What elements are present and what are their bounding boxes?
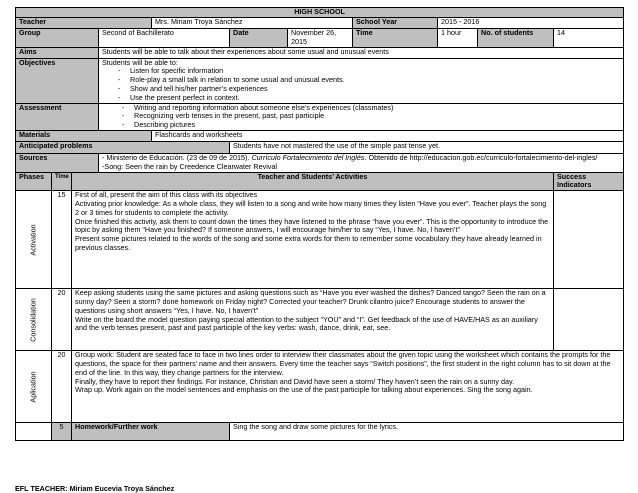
page-title: HIGH SCHOOL (16, 8, 624, 18)
assessment-item: - Writing and reporting information about someone else’s experiences (classmates) (122, 104, 620, 113)
homework-row (16, 423, 624, 441)
teacher-row (16, 18, 624, 29)
application-row (16, 351, 624, 423)
materials-value: Flashcards and worksheets (152, 130, 624, 141)
sources-cell (99, 153, 624, 172)
application-time: 20 (52, 351, 72, 423)
homework-blank (16, 423, 52, 441)
group-row (16, 29, 624, 48)
group-label: Group (16, 29, 99, 48)
assessment-cell (99, 103, 624, 130)
consolidation-row (16, 289, 624, 351)
objective-item: - Listen for specific information (118, 67, 620, 76)
activities-header: Teacher and Students’ Activities (72, 172, 554, 191)
aims-row (16, 47, 624, 58)
application-phase-label: Aplication (28, 371, 38, 403)
activation-text: First of all, present the aim of this class with its objectives Activating prior knowledge: As a whole class, they will listen to a song and write how many times they listen “Have you ever”. Teacher plays the song 2 or 3 times for students to complete the activity. Once finished this activity, ask them to count down the times they have listened to the phrase “have you ever”. This is the opportunity to introduce the topic by asking them “Have you finished? If someone answers, I will encourage him/her to say “Yes, I have. No, I haven’t” Present some pictures related to the words of the song and some extra words for them to remember some vocabulary they have already learned in previous classes. (72, 191, 554, 289)
homework-value: Sing the song and draw some pictures for the lyrics. (230, 423, 624, 441)
application-text: Group work: Student are seated face to face in two lines order to interview their classmates about the given topic using the worksheet which contains the prompts for the questions, the space for their partners’ name and their answers. Every time the teacher says “Switch positions”, the first student in the right column has to sit down at the end of the line. In this way, they change partners for the interview. Finally, they have to report their findings. For instance, Christian and David have seen a storm/ They haven’t seen the rain on a sunny day. Wrap up. Work again on the model sentences and emphasis on the use of the past participle for talking about experiences. Sing the song again. (72, 351, 624, 423)
activities-header-row (16, 172, 624, 191)
aims-value: Students will be able to talk about their experiences about some usual and unusual events (99, 47, 624, 58)
materials-label: Materials (16, 130, 152, 141)
students-label: No. of students (478, 29, 554, 48)
source-citation-title: Currículo Fortalecimiento del Inglés (251, 153, 365, 162)
consolidation-phase-label: Consolidation (28, 297, 38, 342)
source-song: -Song: Seen the rain by Creedence Clearwater Revival (102, 161, 277, 171)
activation-phase-label: Activation (28, 224, 38, 256)
assessment-row (16, 103, 624, 130)
students-value: 14 (554, 29, 624, 48)
teacher-label: Teacher (16, 18, 152, 29)
consolidation-indicators (554, 289, 624, 351)
anticipated-label: Anticipated problems (16, 141, 230, 153)
title-row (16, 8, 624, 18)
objective-item: - Role-play a small talk in relation to some usual and unusual events. (118, 76, 620, 85)
lesson-plan-table (15, 7, 624, 441)
group-value: Second of Bachillerato (99, 29, 230, 48)
school-year-label: School Year (353, 18, 438, 29)
activation-indicators (554, 191, 624, 289)
assessment-item: - Recognizing verb tenses in the present, past, past participle (122, 112, 620, 121)
materials-row (16, 130, 624, 141)
objectives-row (16, 58, 624, 103)
objective-item: - Show and tell his/her partner’s experiences (118, 85, 620, 94)
consolidation-phase (16, 289, 52, 351)
phases-header: Phases (16, 172, 52, 191)
objectives-label: Objectives (16, 58, 99, 103)
lesson-plan-sheet (15, 7, 623, 441)
assessment-item: - Describing pictures (122, 121, 620, 130)
sources-row (16, 153, 624, 172)
time-header: Time (52, 172, 72, 191)
homework-time: 5 (52, 423, 72, 441)
objectives-cell (99, 58, 624, 103)
assessment-label: Assessment (16, 103, 99, 130)
activation-row (16, 191, 624, 289)
teacher-value: Mrs. Miriam Troya Sánchez (152, 18, 353, 29)
source-citation-url: . Obtenido de http://educacion.gob.ec/curriculo-fortalecimiento-del-ingles/ (364, 153, 598, 162)
time-value: 1 hour (438, 29, 478, 48)
consolidation-text: Keep asking students using the same pictures and asking questions such as “Have you ever washed the dishes? Danced tango? Seen the rain on a sunny day? Seen a storm? done homework on Friday night? Corrected your teacher? Drunk cilantro juice? Encourage students to answer the questions using short answers “Yes, I have. No, I haven’t” Write on the board the model question paying special attention to the subject “YOU” and “I”. Get feedback of the use of HAVE/HAS as an auxiliary and the verb tenses present, past and past participle of the key verbs: wash, dance, drink, eat, see. (72, 289, 554, 351)
objectives-list (102, 67, 620, 102)
aims-label: Aims (16, 47, 99, 58)
objectives-intro: Students will be able to: (102, 58, 178, 67)
school-year-value: 2015 - 2016 (438, 18, 624, 29)
date-value: November 26, 2015 (288, 29, 353, 48)
homework-label: Homework/Further work (72, 423, 230, 441)
activation-time: 15 (52, 191, 72, 289)
source-citation-prefix: - Ministerio de Educación. (23 de 09 de 2015). (102, 153, 252, 162)
application-phase (16, 351, 52, 423)
anticipated-value: Students have not mastered the use of the simple past tense yet. (230, 141, 624, 153)
assessment-list (102, 104, 620, 130)
time-label: Time (353, 29, 438, 48)
indicators-header: Success Indicators (554, 172, 624, 191)
consolidation-time: 20 (52, 289, 72, 351)
activation-phase (16, 191, 52, 289)
objective-item: - Use the present perfect in context. (118, 94, 620, 103)
date-label: Date (230, 29, 288, 48)
footer-teacher: EFL TEACHER: Miriam Eucevia Troya Sánchez (15, 484, 175, 493)
sources-label: Sources (16, 153, 99, 172)
anticipated-row (16, 141, 624, 153)
